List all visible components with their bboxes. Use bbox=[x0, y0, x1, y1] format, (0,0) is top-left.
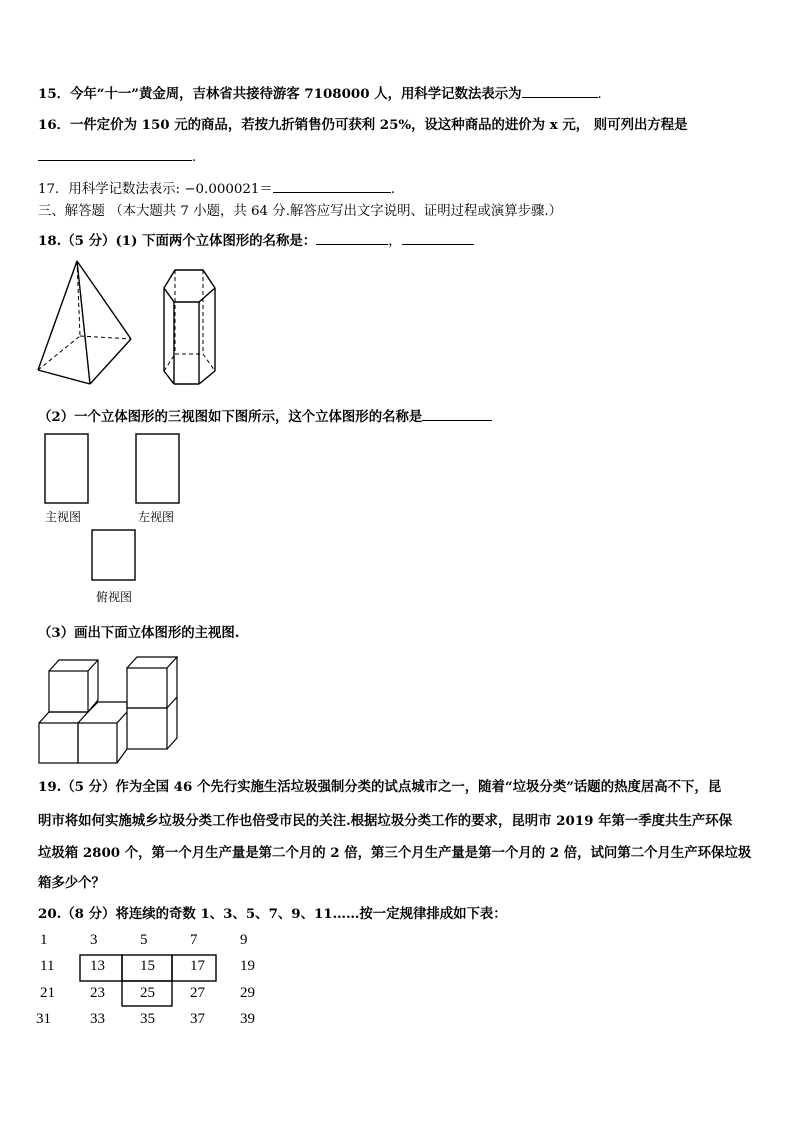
table-cell: 23 bbox=[90, 985, 105, 1001]
table-cell: 35 bbox=[140, 1011, 155, 1027]
highlight-frame bbox=[78, 953, 222, 1009]
question-19-line4 bbox=[38, 874, 105, 893]
question-19-text-1: 19.（5 分）作为全国 46 个先行实施生活垃圾强制分类的试点城市之一，随着“垃圾分类”话题的热度居高不下，昆 bbox=[38, 779, 722, 795]
question-20 bbox=[38, 905, 507, 924]
answer-blank-17[interactable] bbox=[273, 178, 391, 193]
section-3-title: 三、解答题 （本大题共 7 小题，共 64 分.解答应写出文字说明、证明过程或演算步骤.） bbox=[38, 204, 563, 219]
table-cell: 21 bbox=[40, 985, 55, 1001]
question-20-text: 20.（8 分）将连续的奇数 1、3、5、7、9、11……按一定规律排成如下表： bbox=[38, 906, 507, 922]
question-19-text-3: 垃圾箱 2800 个，第一个月生产量是第二个月的 2 倍，第三个月生产量是第一个月的 2 倍，试问第二个月生产环保垃圾 bbox=[38, 845, 752, 861]
question-18-part2 bbox=[38, 406, 492, 427]
question-17-text: 17．用科学记数法表示: −0.000021＝ bbox=[38, 182, 273, 197]
answer-blank-18b[interactable] bbox=[402, 230, 474, 245]
left-view-label: 左视图 bbox=[138, 510, 175, 524]
question-15-end: ． bbox=[597, 87, 611, 102]
question-17-end: ． bbox=[390, 182, 405, 197]
answer-blank-18c[interactable] bbox=[422, 406, 492, 421]
table-cell: 11 bbox=[40, 958, 55, 974]
table-cell: 15 bbox=[140, 958, 155, 974]
table-cell: 3 bbox=[90, 932, 98, 948]
question-19-line2 bbox=[38, 812, 732, 831]
table-cell: 29 bbox=[240, 985, 255, 1001]
question-18-part1 bbox=[38, 230, 474, 251]
table-cell: 27 bbox=[190, 985, 205, 1001]
front-view-rect bbox=[44, 433, 90, 505]
section-heading bbox=[38, 203, 562, 221]
answer-blank-18a[interactable] bbox=[316, 230, 388, 245]
question-19-text-4: 箱多少个？ bbox=[38, 875, 105, 891]
table-cell: 31 bbox=[36, 1011, 51, 1027]
question-16 bbox=[38, 116, 688, 135]
question-17 bbox=[38, 178, 404, 199]
question-18-text: 18.（5 分）(1) 下面两个立体图形的名称是： bbox=[38, 233, 317, 249]
table-cell: 17 bbox=[190, 958, 205, 974]
question-19-line3 bbox=[38, 844, 751, 863]
top-view-label: 俯视图 bbox=[96, 590, 133, 604]
table-cell: 13 bbox=[90, 958, 105, 974]
question-19-text-2: 明市将如何实施城乡垃圾分类工作也倍受市民的关注.根据垃圾分类工作的要求，昆明市 2019 年第一季度共生产环保 bbox=[38, 813, 733, 829]
answer-blank-15[interactable] bbox=[522, 83, 598, 98]
pyramid-figure bbox=[36, 258, 136, 388]
question-16-end: ． bbox=[192, 150, 206, 165]
front-view-label: 主视图 bbox=[45, 510, 82, 524]
question-18-part3-text: （3）画出下面立体图形的主视图. bbox=[38, 625, 240, 641]
table-cell: 33 bbox=[90, 1011, 105, 1027]
top-view-rect bbox=[91, 529, 137, 583]
question-16-answer-line bbox=[38, 146, 205, 167]
table-cell: 5 bbox=[140, 932, 148, 948]
question-18-part2-text: （2）一个立体图形的三视图如下图所示，这个立体图形的名称是 bbox=[38, 409, 423, 425]
cube-stack-figure bbox=[36, 654, 186, 766]
question-19-line1 bbox=[38, 778, 721, 797]
question-18-part3 bbox=[38, 624, 239, 643]
table-cell: 9 bbox=[240, 932, 248, 948]
pentagonal-prism-figure bbox=[158, 266, 222, 390]
left-view-rect bbox=[135, 433, 181, 505]
answer-blank-16[interactable] bbox=[38, 146, 192, 161]
table-cell: 1 bbox=[40, 932, 48, 948]
question-16-text: 16．一件定价为 150 元的商品，若按九折销售仍可获利 25%，设这种商品的进价为 x 元， 则可列出方程是 bbox=[38, 117, 688, 133]
table-cell: 25 bbox=[140, 985, 155, 1001]
question-15-text: 15．今年“十一”黄金周，吉林省共接待游客 7108000 人，用科学记数法表示为 bbox=[38, 86, 522, 102]
comma: ， bbox=[388, 234, 402, 249]
table-cell: 19 bbox=[240, 958, 255, 974]
table-cell: 7 bbox=[190, 932, 198, 948]
table-cell: 37 bbox=[190, 1011, 205, 1027]
question-15 bbox=[38, 83, 611, 104]
table-cell: 39 bbox=[240, 1011, 255, 1027]
